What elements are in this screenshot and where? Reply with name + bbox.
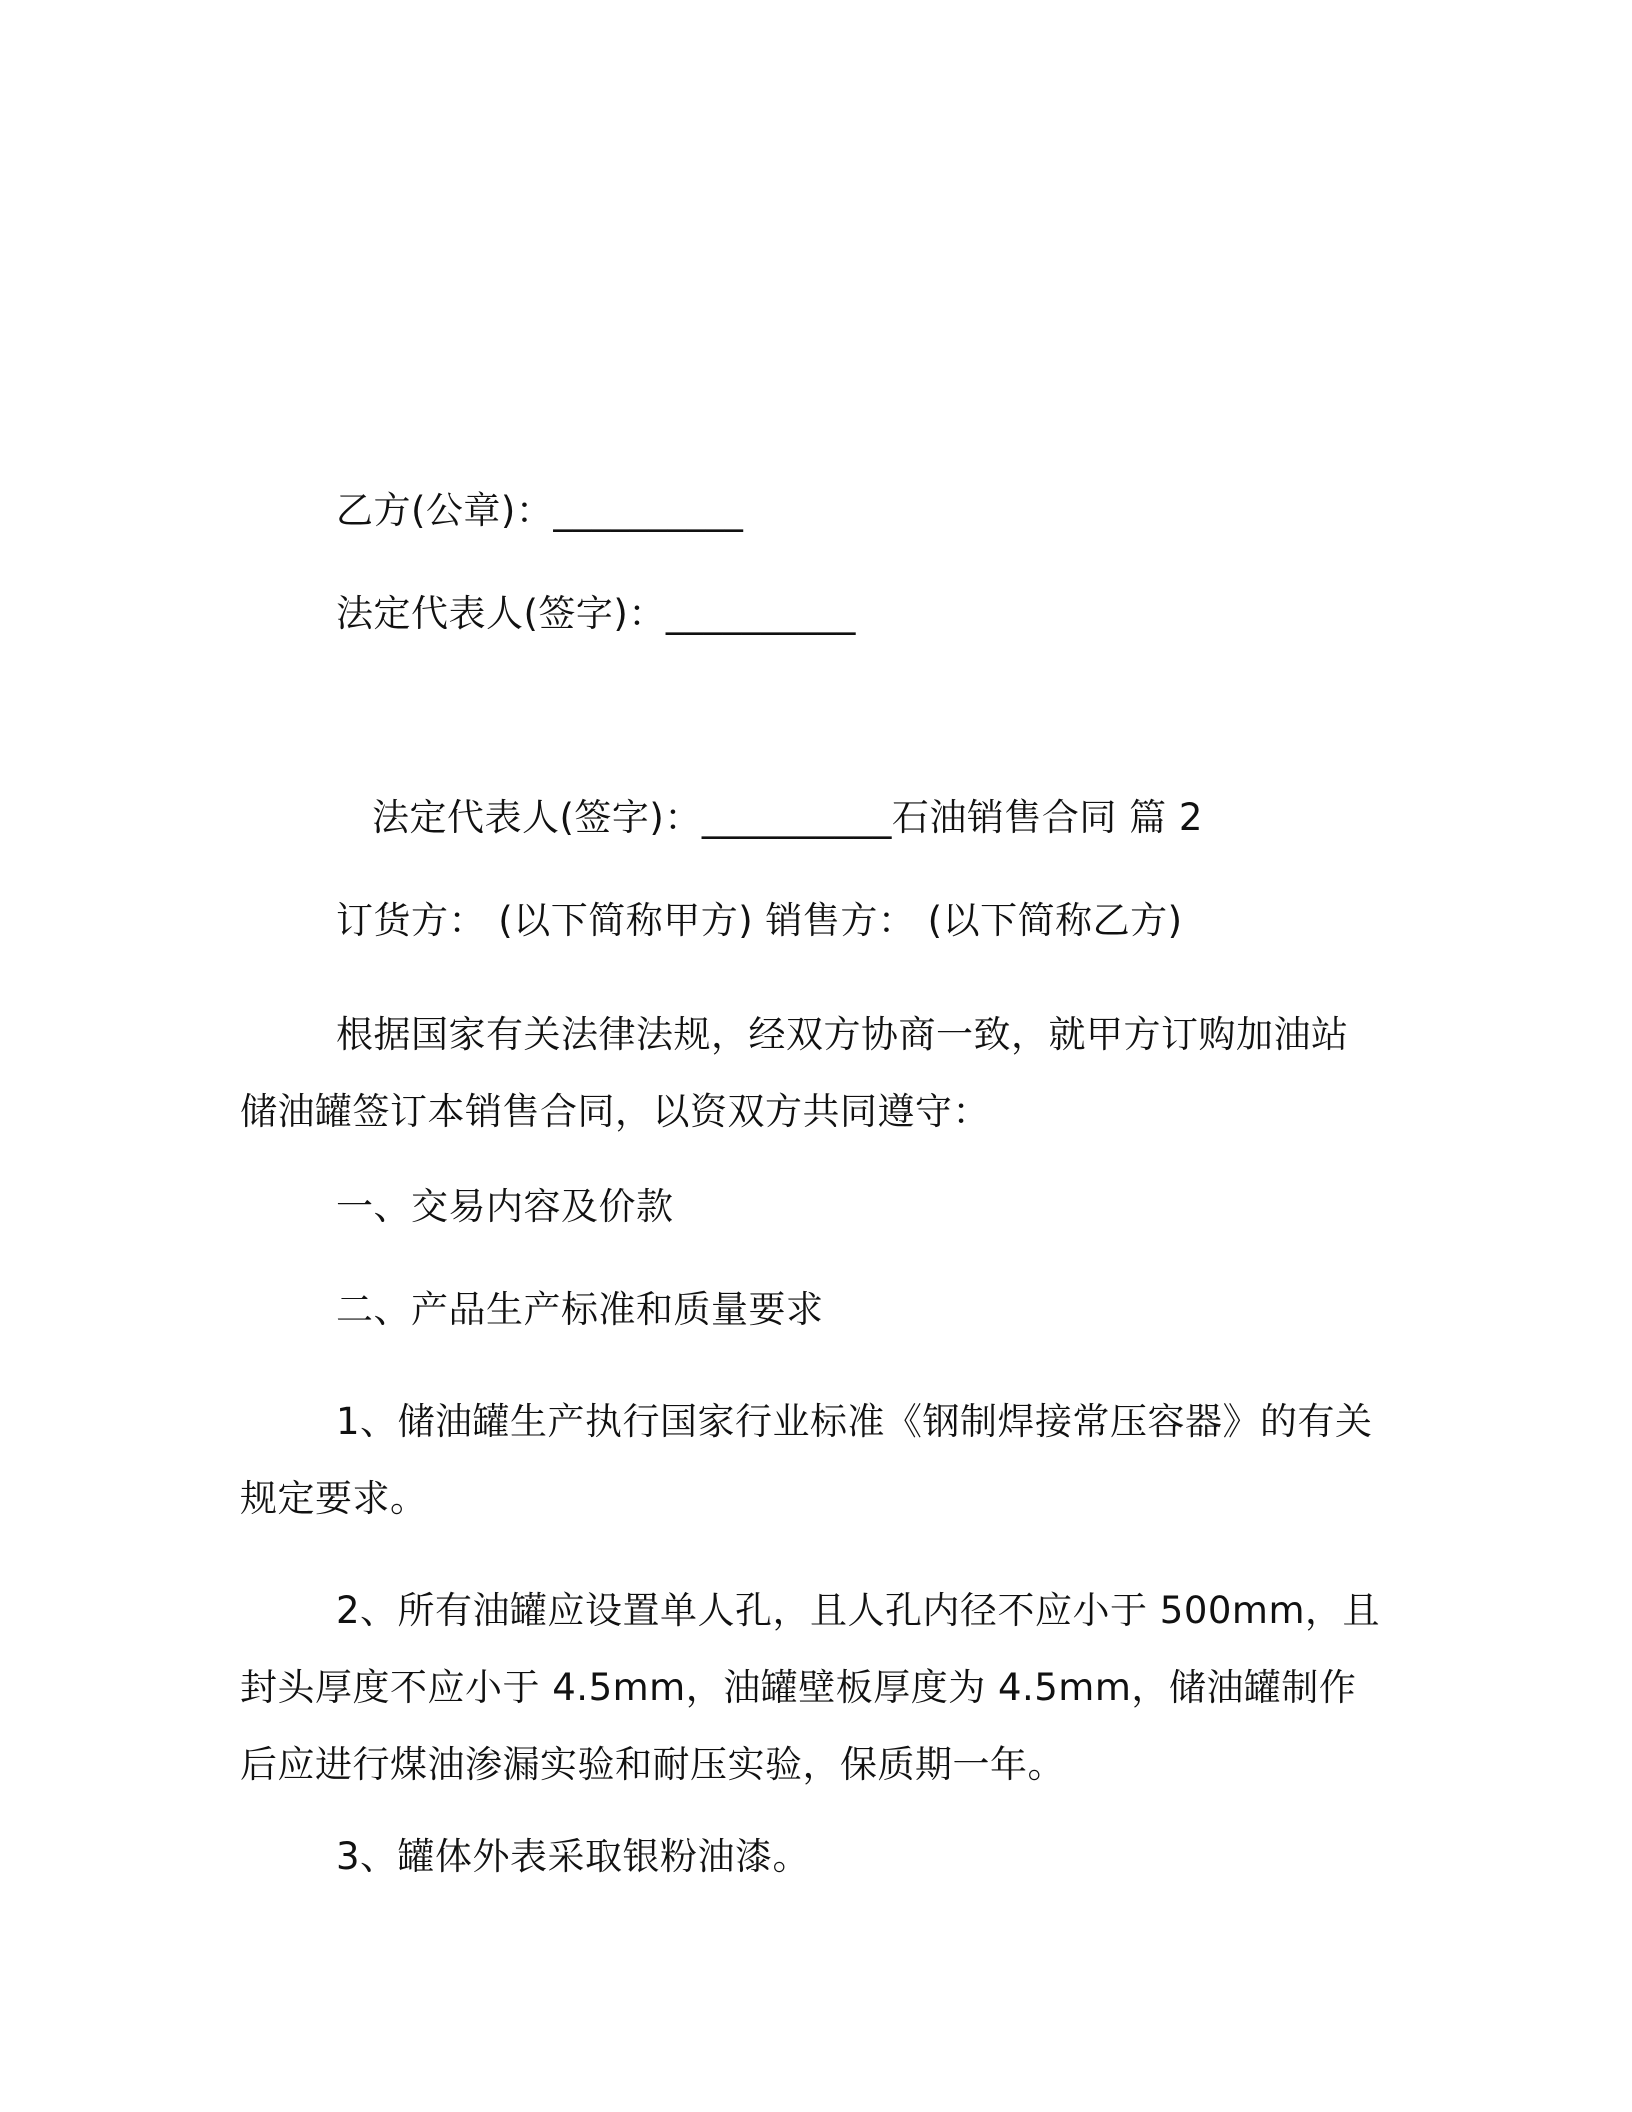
legal-rep-signature-line: 法定代表人(签字)：__________ xyxy=(336,592,856,635)
intro-paragraph: 根据国家有关法律法规，经双方协商一致，就甲方订购加油站储油罐签订本销售合同，以资双方共同遵守： xyxy=(240,1013,1349,1133)
clause-1: 1、储油罐生产执行国家行业标准《钢制焊接常压容器》的有关规定要求。 xyxy=(240,1400,1373,1520)
clause-2: 2、所有油罐应设置单人孔，且人孔内径不应小于 500mm，且封头厚度不应小于 4.5mm，油罐壁板厚度为 4.5mm，储油罐制作后应进行煤油渗漏实验和耐压实验，保质期一年。 xyxy=(240,1589,1381,1786)
parties-line: 订货方： (以下简称甲方) 销售方： (以下简称乙方) xyxy=(336,899,1183,942)
heading-quality-standards: 二、产品生产标准和质量要求 xyxy=(336,1288,824,1331)
section-title: 法定代表人(签字)：__________石油销售合同 篇 2 xyxy=(372,796,1203,839)
clause-3: 3、罐体外表采取银粉油漆。 xyxy=(336,1835,811,1878)
heading-transaction-content: 一、交易内容及价款 xyxy=(336,1185,674,1228)
party-b-seal-line: 乙方(公章)：__________ xyxy=(336,489,744,532)
